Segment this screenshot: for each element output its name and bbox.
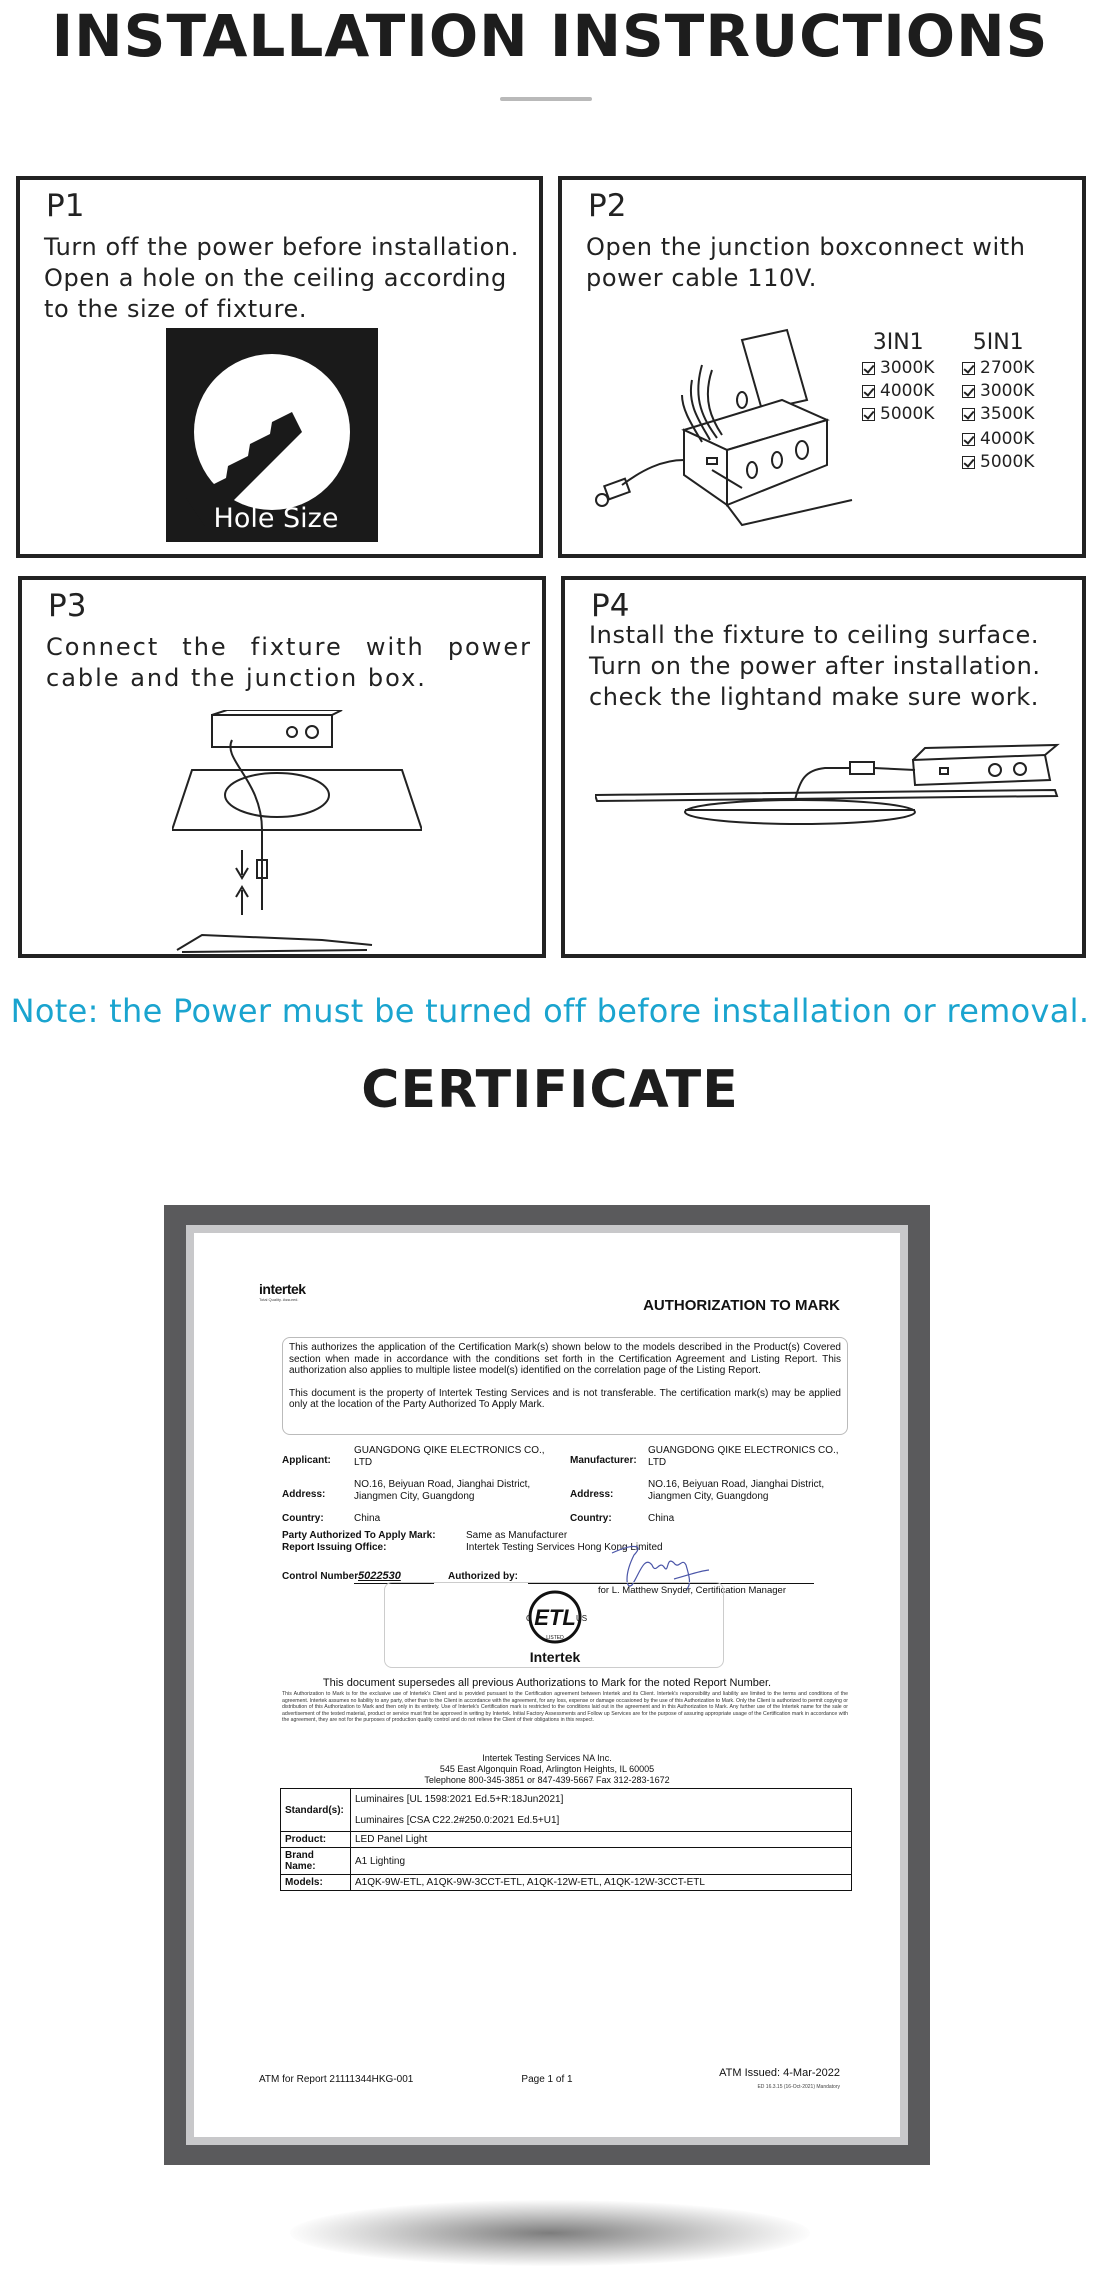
checkbox-checked-icon xyxy=(962,433,975,446)
intertek-mark-text: Intertek xyxy=(529,1649,581,1665)
checkbox-checked-icon xyxy=(962,456,975,469)
cct-option: 2700K xyxy=(962,357,1034,380)
step-p3-text: Connect the fixture with power cable and the junction box. xyxy=(46,633,532,692)
models-label: Models: xyxy=(281,1875,351,1891)
brand-label: Brand Name: xyxy=(281,1848,351,1875)
applicant-label: Applicant: xyxy=(282,1455,331,1466)
supersede-note: This document supersedes all previous Authorizations to Mark for the noted Report Number. xyxy=(322,1677,772,1689)
manufacturer-country-label: Country: xyxy=(570,1513,612,1524)
cct-option: 3500K xyxy=(962,403,1034,426)
control-number-label: Control Number: xyxy=(282,1571,362,1582)
svg-text:LISTED: LISTED xyxy=(546,1635,564,1641)
page-number: Page 1 of 1 xyxy=(521,2074,573,2085)
cct-3in1-list xyxy=(862,330,934,426)
brand-value: A1 Lighting xyxy=(351,1848,852,1875)
country-label: Country: xyxy=(282,1513,324,1524)
product-value: LED Panel Light xyxy=(351,1832,852,1848)
applicant-value: GUANGDONG QIKE ELECTRONICS CO., LTD xyxy=(354,1445,545,1468)
authorization-paragraph-1: This authorizes the application of the Certification Mark(s) shown below to the models described in the Product(s) Covered section when made in accordance with the conditions set forth in the Certification Agreement and Listing Report. This authorization also applies to multiple listee model(s) identified on the correlation page of the Listing Report. xyxy=(289,1342,841,1376)
step-p3-panel xyxy=(18,576,546,958)
cct-option: 4000K xyxy=(962,428,1034,451)
signer-name: for L. Matthew Snyder, Certification Manager xyxy=(598,1585,786,1596)
junction-box-illustration xyxy=(592,310,892,545)
checkbox-checked-icon xyxy=(862,408,875,421)
applicant-address: NO.16, Beiyuan Road, Jianghai District, Jiangmen City, Guangdong xyxy=(354,1479,531,1502)
checkbox-checked-icon xyxy=(962,362,975,375)
intertek-address-block: Intertek Testing Services NA Inc. 545 East Algonquin Road, Arlington Heights, IL 60005 Telephone 800-345-3851 or 847-439-5667 Fax 312-283-1672 xyxy=(424,1753,670,1785)
cct-option: 3000K xyxy=(862,357,934,380)
power-off-note: Note: the Power must be turned off before installation or removal. xyxy=(10,992,1090,1030)
step-p1-label: P1 xyxy=(46,188,85,224)
standards-value: Luminaires [UL 1598:2021 Ed.5+R:18Jun2021] Luminaires [CSA C22.2#250.0:2021 Ed.5+U1] xyxy=(351,1789,852,1832)
authorization-heading: AUTHORIZATION TO MARK xyxy=(643,1297,840,1314)
svg-text:C: C xyxy=(526,1614,532,1623)
table-row xyxy=(281,1789,852,1832)
step-p4-label: P4 xyxy=(591,588,630,624)
certificate-title: CERTIFICATE xyxy=(361,1060,739,1120)
step-p2-panel xyxy=(558,176,1086,558)
step-p2-label: P2 xyxy=(588,188,627,224)
intertek-tagline: Total Quality. Assured. xyxy=(259,1297,299,1302)
frame-shadow xyxy=(290,2200,810,2266)
models-value: A1QK-9W-ETL, A1QK-9W-3CCT-ETL, A1QK-12W-ETL, A1QK-12W-3CCT-ETL xyxy=(351,1875,852,1891)
installation-title: INSTALLATION INSTRUCTIONS xyxy=(51,2,1049,70)
manufacturer-label: Manufacturer: xyxy=(570,1455,637,1466)
step-p1-text: Turn off the power before installation. Open a hole on the ceiling according to the size of fixture. xyxy=(44,233,519,323)
manufacturer-address-label: Address: xyxy=(570,1489,614,1500)
manufacturer-address: NO.16, Beiyuan Road, Jianghai District, Jiangmen City, Guangdong xyxy=(648,1479,825,1502)
address-label: Address: xyxy=(282,1489,326,1500)
office-value: Intertek Testing Services Hong Kong Limited xyxy=(466,1542,663,1553)
applicant-country: China xyxy=(354,1513,381,1524)
authorization-paragraph-2: This document is the property of Intertek Testing Services and is not transferable. The certification mark(s) may be applied only at the location of the Party Authorized To Apply Mark. xyxy=(289,1387,841,1410)
checkbox-checked-icon xyxy=(862,385,875,398)
atm-issued-date: ATM Issued: 4-Mar-2022 xyxy=(719,2067,840,2079)
table-row xyxy=(281,1832,852,1848)
ceiling-install-illustration xyxy=(595,740,1065,860)
edition-note: ED 16.3.15 (16-Oct-2021) Mandatory xyxy=(757,2084,840,2090)
step-p2-text: Open the junction boxconnect with power cable 110V. xyxy=(586,233,1026,292)
authorized-by-label: Authorized by: xyxy=(448,1571,518,1582)
party-label: Party Authorized To Apply Mark: xyxy=(282,1530,436,1541)
certification-mark-box xyxy=(384,1582,724,1668)
checkbox-checked-icon xyxy=(962,385,975,398)
title-divider xyxy=(500,97,592,101)
party-value: Same as Manufacturer xyxy=(466,1530,568,1541)
atm-report-number: ATM for Report 21111344HKG-001 xyxy=(259,2074,414,2085)
certificate-document xyxy=(194,1233,900,2137)
authorization-statement xyxy=(282,1337,848,1435)
manufacturer-country: China xyxy=(648,1513,675,1524)
table-row xyxy=(281,1875,852,1891)
step-p3-label: P3 xyxy=(48,588,87,624)
checkbox-checked-icon xyxy=(962,408,975,421)
table-row xyxy=(281,1848,852,1875)
cct-option: 5000K xyxy=(962,451,1034,474)
cct-option: 5000K xyxy=(862,403,934,426)
checkbox-checked-icon xyxy=(862,362,875,375)
control-number-value: 5022530 xyxy=(358,1570,401,1582)
cct-5in1-heading: 5IN1 xyxy=(972,330,1024,355)
step-p4-panel xyxy=(561,576,1086,958)
connection-illustration xyxy=(172,710,422,955)
etl-listed-mark-icon xyxy=(523,1587,587,1649)
cct-option: 3000K xyxy=(962,380,1034,403)
product-standards-table xyxy=(280,1788,852,1891)
cct-5in1-list xyxy=(962,330,1034,474)
step-p1-panel xyxy=(16,176,543,558)
step-p4-text: Install the fixture to ceiling surface. Turn on the power after installation. check the lightand make sure work. xyxy=(589,621,1041,711)
certificate-frame xyxy=(164,1205,930,2165)
intertek-logo: intertek xyxy=(259,1281,306,1297)
cct-3in1-heading: 3IN1 xyxy=(872,330,924,355)
cct-option: 4000K xyxy=(862,380,934,403)
hole-size-label: Hole Size xyxy=(213,503,339,534)
legal-fine-print: This Authorization to Mark is for the exclusive use of Intertek's Client and is provided pursuant to the Certification agreement between Intertek and its Client. Intertek's responsibility and liability are limited to the terms and conditions of the agreement. Intertek assumes no liability to any party, other than to the Client in accordance with the agreement, for any loss, expense or damage occasioned by the use of this Authorization to Mark. Only the Client is authorized to permit copying or distribution of this Authorization to Mark and then only in its entirety. Use of Intertek's Certification mark is restricted to the conditions laid out in the agreement and in this Authorization to Mark. Any further use of the Intertek name for the sale or advertisement of the tested material, product or service must first be approved in writing by Intertek. Initial Factory Assessments and Follow up Services are for the purpose of assuring appropriate usage of the Certification mark in accordance with the agreement, they are not for the purposes of production quality control and do not relieve the Client of their obligations in this respect. xyxy=(282,1691,848,1724)
manufacturer-value: GUANGDONG QIKE ELECTRONICS CO., LTD xyxy=(648,1445,839,1468)
svg-text:ETL: ETL xyxy=(534,1605,576,1630)
svg-text:US: US xyxy=(576,1614,587,1623)
standards-label: Standard(s): xyxy=(281,1789,351,1832)
office-label: Report Issuing Office: xyxy=(282,1542,387,1553)
product-label: Product: xyxy=(281,1832,351,1848)
